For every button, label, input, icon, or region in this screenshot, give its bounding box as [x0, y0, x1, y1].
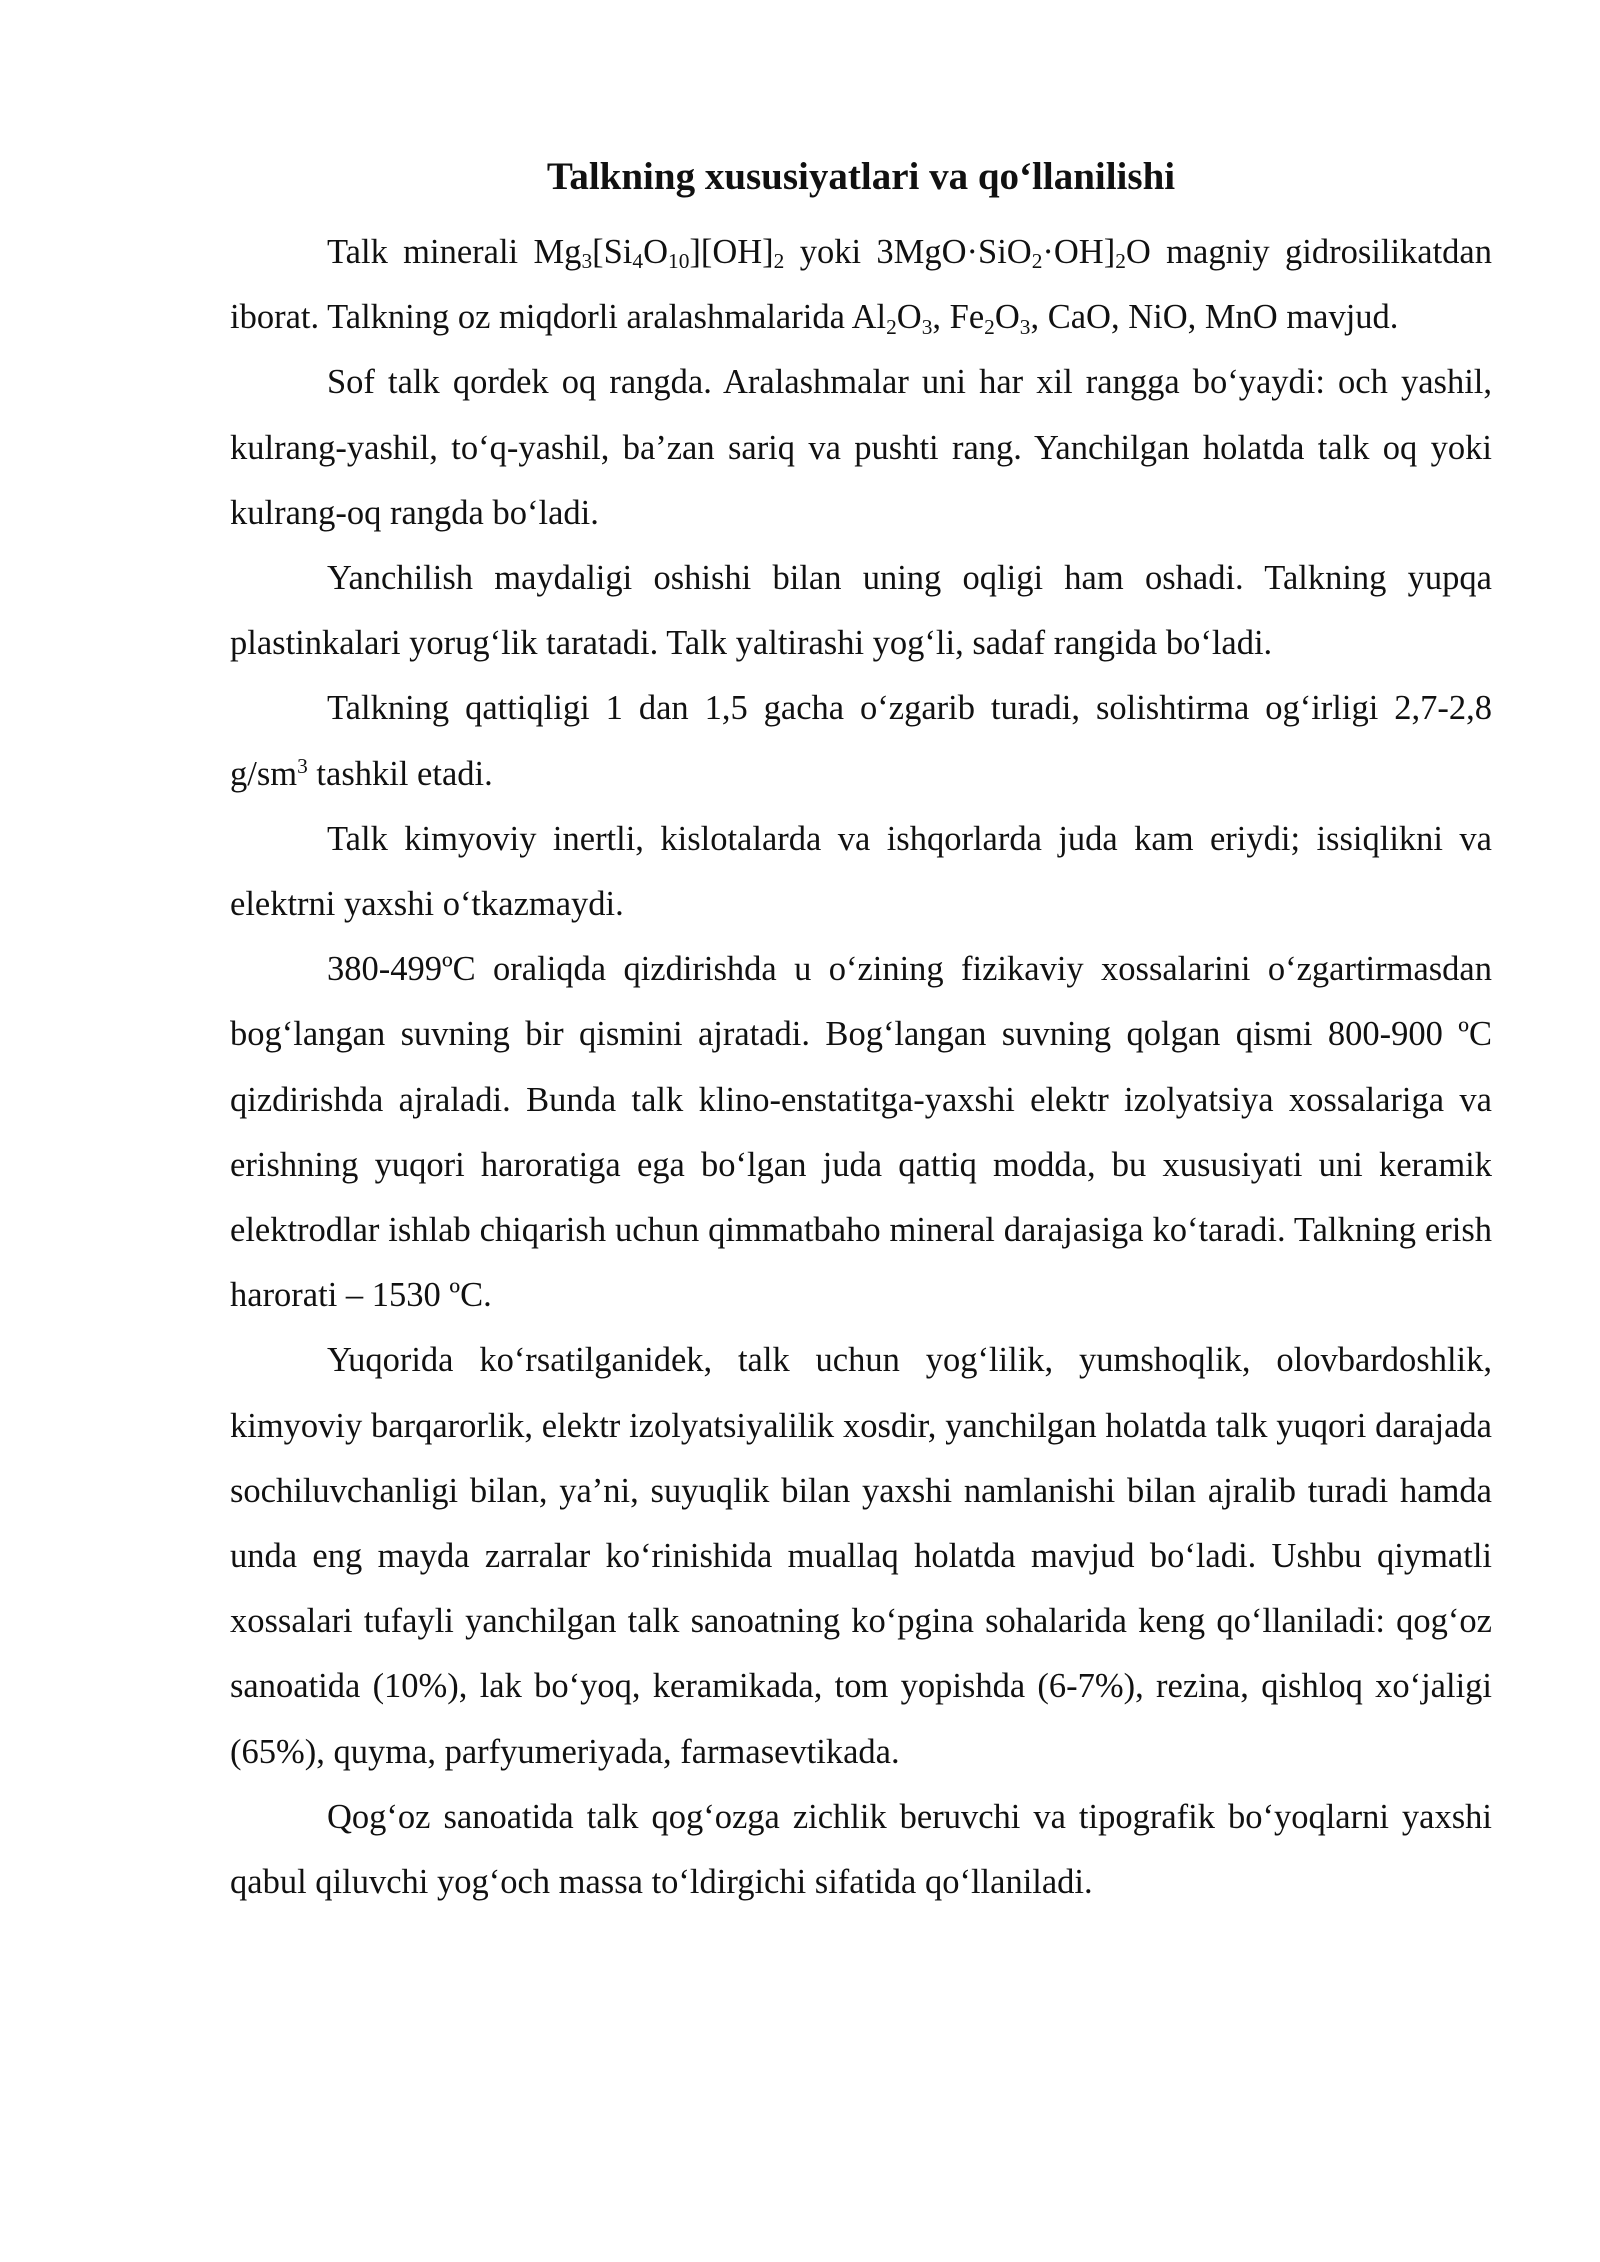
paragraph-grinding: Yanchilish maydaligi oshishi bilan uning oqligi ham oshadi. Talkning yupqa plastinkalari yorug‘lik taratadi. Talk yaltirashi yog‘li, sadaf rangida bo‘ladi. — [230, 559, 1492, 663]
text-run: ·OH] — [1042, 233, 1116, 271]
superscript: 3 — [297, 753, 308, 778]
text-run: , CaO, NiO, MnO mavjud. — [1030, 298, 1399, 337]
paragraph-heating: 380-499ºC oraliqda qizdirishda u o‘zining fizikaviy xossalarini o‘zgartirmasdan bog‘langan suvning bir qismini ajratadi. Bog‘langan suvning qolgan qismi 800-900 ºC qizdirishda ajraladi. Bunda talk klino-enstatitga-yaxshi elektr izolyatsiya xossalariga va erishning yuqori haroratiga ega bo‘lgan juda qattiq modda, bu xususiyati uni keramik elektrodlar ishlab chiqarish uchun qimmatbaho mineral darajasiga ko‘taradi. Talkning erish harorati – 1530 ºC. — [230, 950, 1492, 1315]
text-run: [Si — [592, 233, 633, 271]
subscript: 10 — [668, 249, 690, 274]
text-run: O — [643, 233, 668, 271]
document-title: Talkning xususiyatlari va qo‘llanilishi — [546, 155, 1176, 198]
text-run: O — [994, 298, 1020, 337]
subscript: 2 — [984, 314, 995, 339]
text-run: tashkil etadi. — [307, 754, 493, 793]
subscript: 4 — [632, 249, 644, 274]
subscript: 3 — [921, 314, 933, 339]
text-run: Talkning qattiqligi 1 dan 1,5 gacha o‘zgarib turadi, solishtirma og‘irligi 2,7-2,8 g/sm — [230, 689, 1492, 793]
text-run: ][OH] — [689, 233, 774, 271]
text-run: O — [896, 298, 922, 337]
text-run: yoki 3MgO·SiO — [784, 233, 1032, 271]
subscript: 2 — [886, 314, 897, 339]
paragraph-properties: Yuqorida ko‘rsatilganidek, talk uchun yog‘lilik, yumshoqlik, olovbardoshlik, kimyoviy barqarorlik, elektr izolyatsiyalilik xosdir, yanchilgan holatda talk yuqori darajada sochiluvchanligi bilan, ya’ni, suyuqlik bilan yaxshi namlanishi bilan ajralib turadi hamda unda eng mayda zarralar ko‘rinishida muallaq holatda mavjud bo‘ladi. Ushbu qiymatli xossalari tufayli yanchilgan talk sanoatning ko‘pgina sohalarida keng qo‘llaniladi: qog‘oz sanoatida (10%), lak bo‘yoq, keramikada, tom yopishda (6-7%), rezina, qishloq xo‘jaligi (65%), quyma, parfyumeriyada, farmasevtikada. — [230, 1341, 1492, 1771]
text-run: O magniy gidrosilikatdan iborat. Talkning oz miqdorli aralashmalarida Al — [230, 233, 1492, 337]
subscript: 2 — [1031, 249, 1043, 274]
paragraph-chemical: Talk kimyoviy inertli, kislotalarda va ishqorlarda juda kam eriydi; issiqlikni va elektrni yaxshi o‘tkazmaydi. — [230, 819, 1492, 924]
subscript: 2 — [773, 249, 785, 274]
subscript: 2 — [1115, 249, 1126, 274]
paragraph-formula — [230, 220, 1492, 350]
paragraph-hardness — [230, 676, 1492, 806]
paragraph-color: Sof talk qordek oq rangda. Aralashmalar uni har xil rangga bo‘yaydi: och yashil, kulrang-yashil, to‘q-yashil, ba’zan sariq va pushti rang. Yanchilgan holatda talk oq yoki kulrang-oq rangda bo‘ladi. — [230, 363, 1492, 532]
subscript: 3 — [1019, 314, 1031, 339]
subscript: 3 — [581, 249, 593, 274]
text-run: Talk minerali Mg — [327, 233, 582, 271]
document-body — [230, 220, 1492, 1915]
paragraph-paper-industry: Qog‘oz sanoatida talk qog‘ozga zichlik beruvchi va tipografik bo‘yoqlarni yaxshi qabul qiluvchi yog‘och massa to‘ldirgichi sifatida qo‘llaniladi. — [230, 1797, 1492, 1902]
text-run: , Fe — [932, 298, 985, 337]
